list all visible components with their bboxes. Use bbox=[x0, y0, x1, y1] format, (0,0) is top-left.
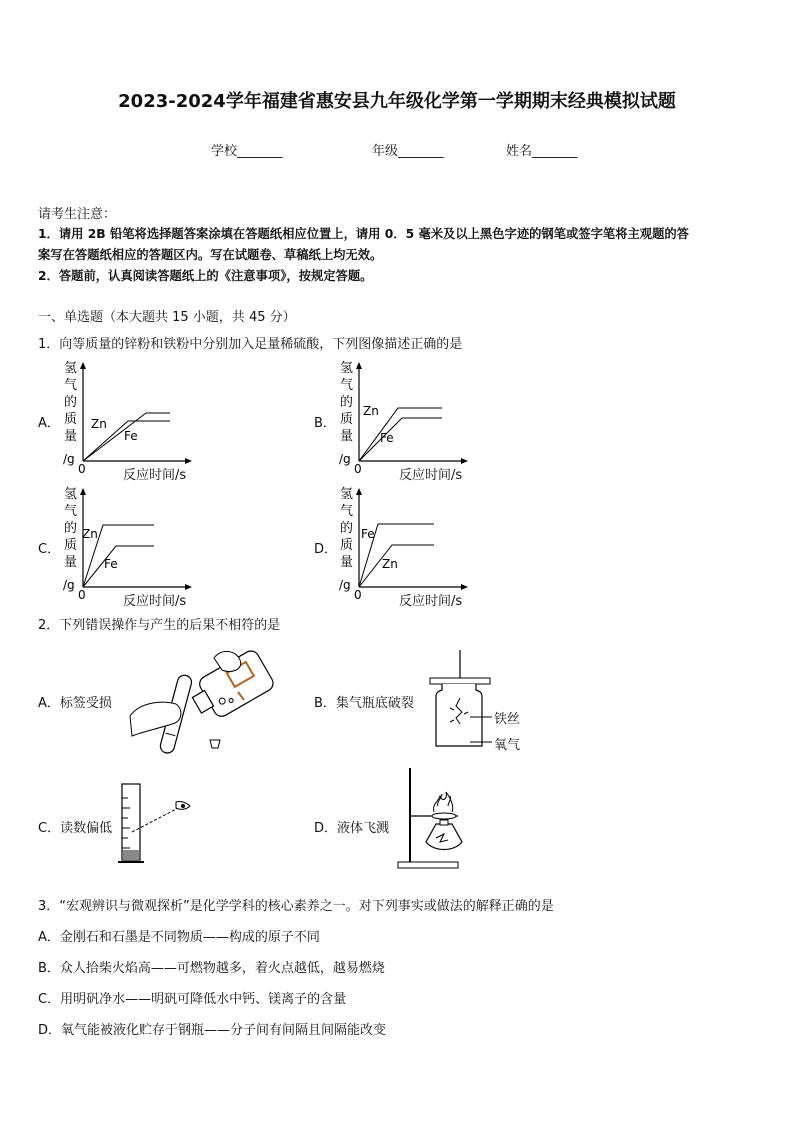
q2-option-d: D．液体飞溅 bbox=[314, 821, 390, 836]
origin-label: 0 bbox=[354, 462, 362, 476]
name-field: 姓名_______ bbox=[506, 144, 578, 159]
y-label-char: /g bbox=[63, 578, 75, 592]
origin-label: 0 bbox=[354, 588, 362, 602]
y-label-char: 氢 bbox=[64, 361, 78, 376]
y-label-char: 气 bbox=[340, 378, 354, 393]
graph-label-bottom: Zn bbox=[382, 557, 398, 571]
q1-option-c-letter: C． bbox=[38, 542, 61, 557]
q3-option-d: D．氧气能被液化贮存于钢瓶——分子间有间隔且间隔能改变 bbox=[38, 1023, 387, 1038]
notice-item-1-line-1: 1．请用 2B 铅笔将选择题答案涂填在答题纸相应位置上，请用 0．5 毫米及以上黑色字迹的钢笔或签字笔将主观题的答 bbox=[38, 227, 689, 241]
question-3-stem: 3．“宏观辨识与微观探析”是化学学科的核心素养之一。对下列事实或做法的解释正确的是 bbox=[38, 899, 554, 914]
graph-label-bottom: Fe bbox=[104, 557, 118, 571]
notice-item-1-line-2: 案写在答题纸相应的答题区内。写在试题卷、草稿纸上均无效。 bbox=[38, 248, 383, 262]
q1-option-b-letter: B． bbox=[314, 416, 336, 431]
graph-label-top: Zn bbox=[91, 417, 107, 431]
curve-lower bbox=[359, 418, 442, 461]
q1-graph-b-xlabel: 反应时间/s bbox=[399, 468, 463, 483]
y-label-char: 气 bbox=[64, 378, 78, 393]
graph-label-top: Zn bbox=[363, 404, 379, 418]
q2-option-c: C．读数偏低 bbox=[38, 821, 113, 836]
q1-option-a-letter: A． bbox=[38, 416, 60, 431]
q3-option-c: C．用明矾净水——明矾可降低水中钙、镁离子的含量 bbox=[38, 992, 347, 1007]
q2-label-oxygen: 氧气 bbox=[494, 738, 521, 753]
y-label-char: /g bbox=[63, 452, 75, 466]
y-label-char: 氢 bbox=[64, 487, 78, 502]
y-axis-arrow bbox=[80, 488, 86, 495]
y-label-char: 氢 bbox=[340, 487, 354, 502]
question-1-stem: 1．向等质量的锌粉和铁粉中分别加入足量稀硫酸，下列图像描述正确的是 bbox=[38, 337, 463, 352]
q1-graph-d-xlabel: 反应时间/s bbox=[399, 594, 463, 609]
q2-illustration-cylinder bbox=[116, 778, 196, 872]
school-field: 学校_______ bbox=[211, 144, 283, 159]
y-label-char: 量 bbox=[340, 429, 354, 444]
question-2-stem: 2．下列错误操作与产生的后果不相符的是 bbox=[38, 618, 281, 633]
y-axis-arrow bbox=[356, 488, 362, 495]
y-label-char: 量 bbox=[64, 555, 78, 570]
y-label-char: 量 bbox=[340, 555, 354, 570]
y-label-char: 的 bbox=[340, 521, 354, 536]
curve-lower bbox=[83, 546, 154, 587]
q2-illustration-evaporation bbox=[396, 768, 476, 874]
graph-label-bottom: Fe bbox=[124, 429, 138, 443]
y-label-char: 的 bbox=[340, 395, 354, 410]
grade-field: 年级_______ bbox=[372, 144, 444, 159]
q1-graph-c-xlabel: 反应时间/s bbox=[123, 594, 187, 609]
origin-label: 0 bbox=[78, 588, 86, 602]
notice-heading: 请考生注意： bbox=[38, 207, 117, 222]
graph-label-bottom: Fe bbox=[380, 431, 394, 445]
q2-option-a: A．标签受损 bbox=[38, 696, 112, 711]
notice-item-2: 2．答题前，认真阅读答题纸上的《注意事项》，按规定答题。 bbox=[38, 269, 373, 283]
y-label-char: 质 bbox=[340, 538, 354, 553]
section-heading: 一、单选题（本大题共 15 小题，共 45 分） bbox=[38, 310, 296, 325]
y-label-char: 质 bbox=[64, 412, 78, 427]
page-title: 2023-2024学年福建省惠安县九年级化学第一学期期末经典模拟试题 bbox=[118, 91, 676, 112]
y-label-char: 气 bbox=[64, 504, 78, 519]
q2-label-leaders bbox=[470, 712, 494, 750]
y-label-char: 质 bbox=[64, 538, 78, 553]
y-label-char: 气 bbox=[340, 504, 354, 519]
y-label-char: 量 bbox=[64, 429, 78, 444]
y-label-char: 氢 bbox=[340, 361, 354, 376]
graph-label-top: Fe bbox=[361, 527, 375, 541]
y-axis-arrow bbox=[80, 362, 86, 369]
y-label-char: /g bbox=[339, 452, 351, 466]
y-label-char: 的 bbox=[64, 521, 78, 536]
q2-option-b: B．集气瓶底破裂 bbox=[314, 696, 414, 711]
q3-option-b: B．众人拾柴火焰高——可燃物越多，着火点越低，越易燃烧 bbox=[38, 961, 385, 976]
origin-label: 0 bbox=[78, 462, 86, 476]
y-label-char: 的 bbox=[64, 395, 78, 410]
y-label-char: /g bbox=[339, 578, 351, 592]
graph-label-top: Zn bbox=[82, 527, 98, 541]
q2-label-iron-wire: 铁丝 bbox=[494, 712, 521, 727]
q1-option-d-letter: D． bbox=[314, 542, 338, 557]
q3-option-a: A．金刚石和石墨是不同物质——构成的原子不同 bbox=[38, 930, 320, 945]
y-axis-arrow bbox=[356, 362, 362, 369]
q1-graph-a-xlabel: 反应时间/s bbox=[123, 468, 187, 483]
q2-illustration-pouring bbox=[126, 640, 286, 766]
y-label-char: 质 bbox=[340, 412, 354, 427]
